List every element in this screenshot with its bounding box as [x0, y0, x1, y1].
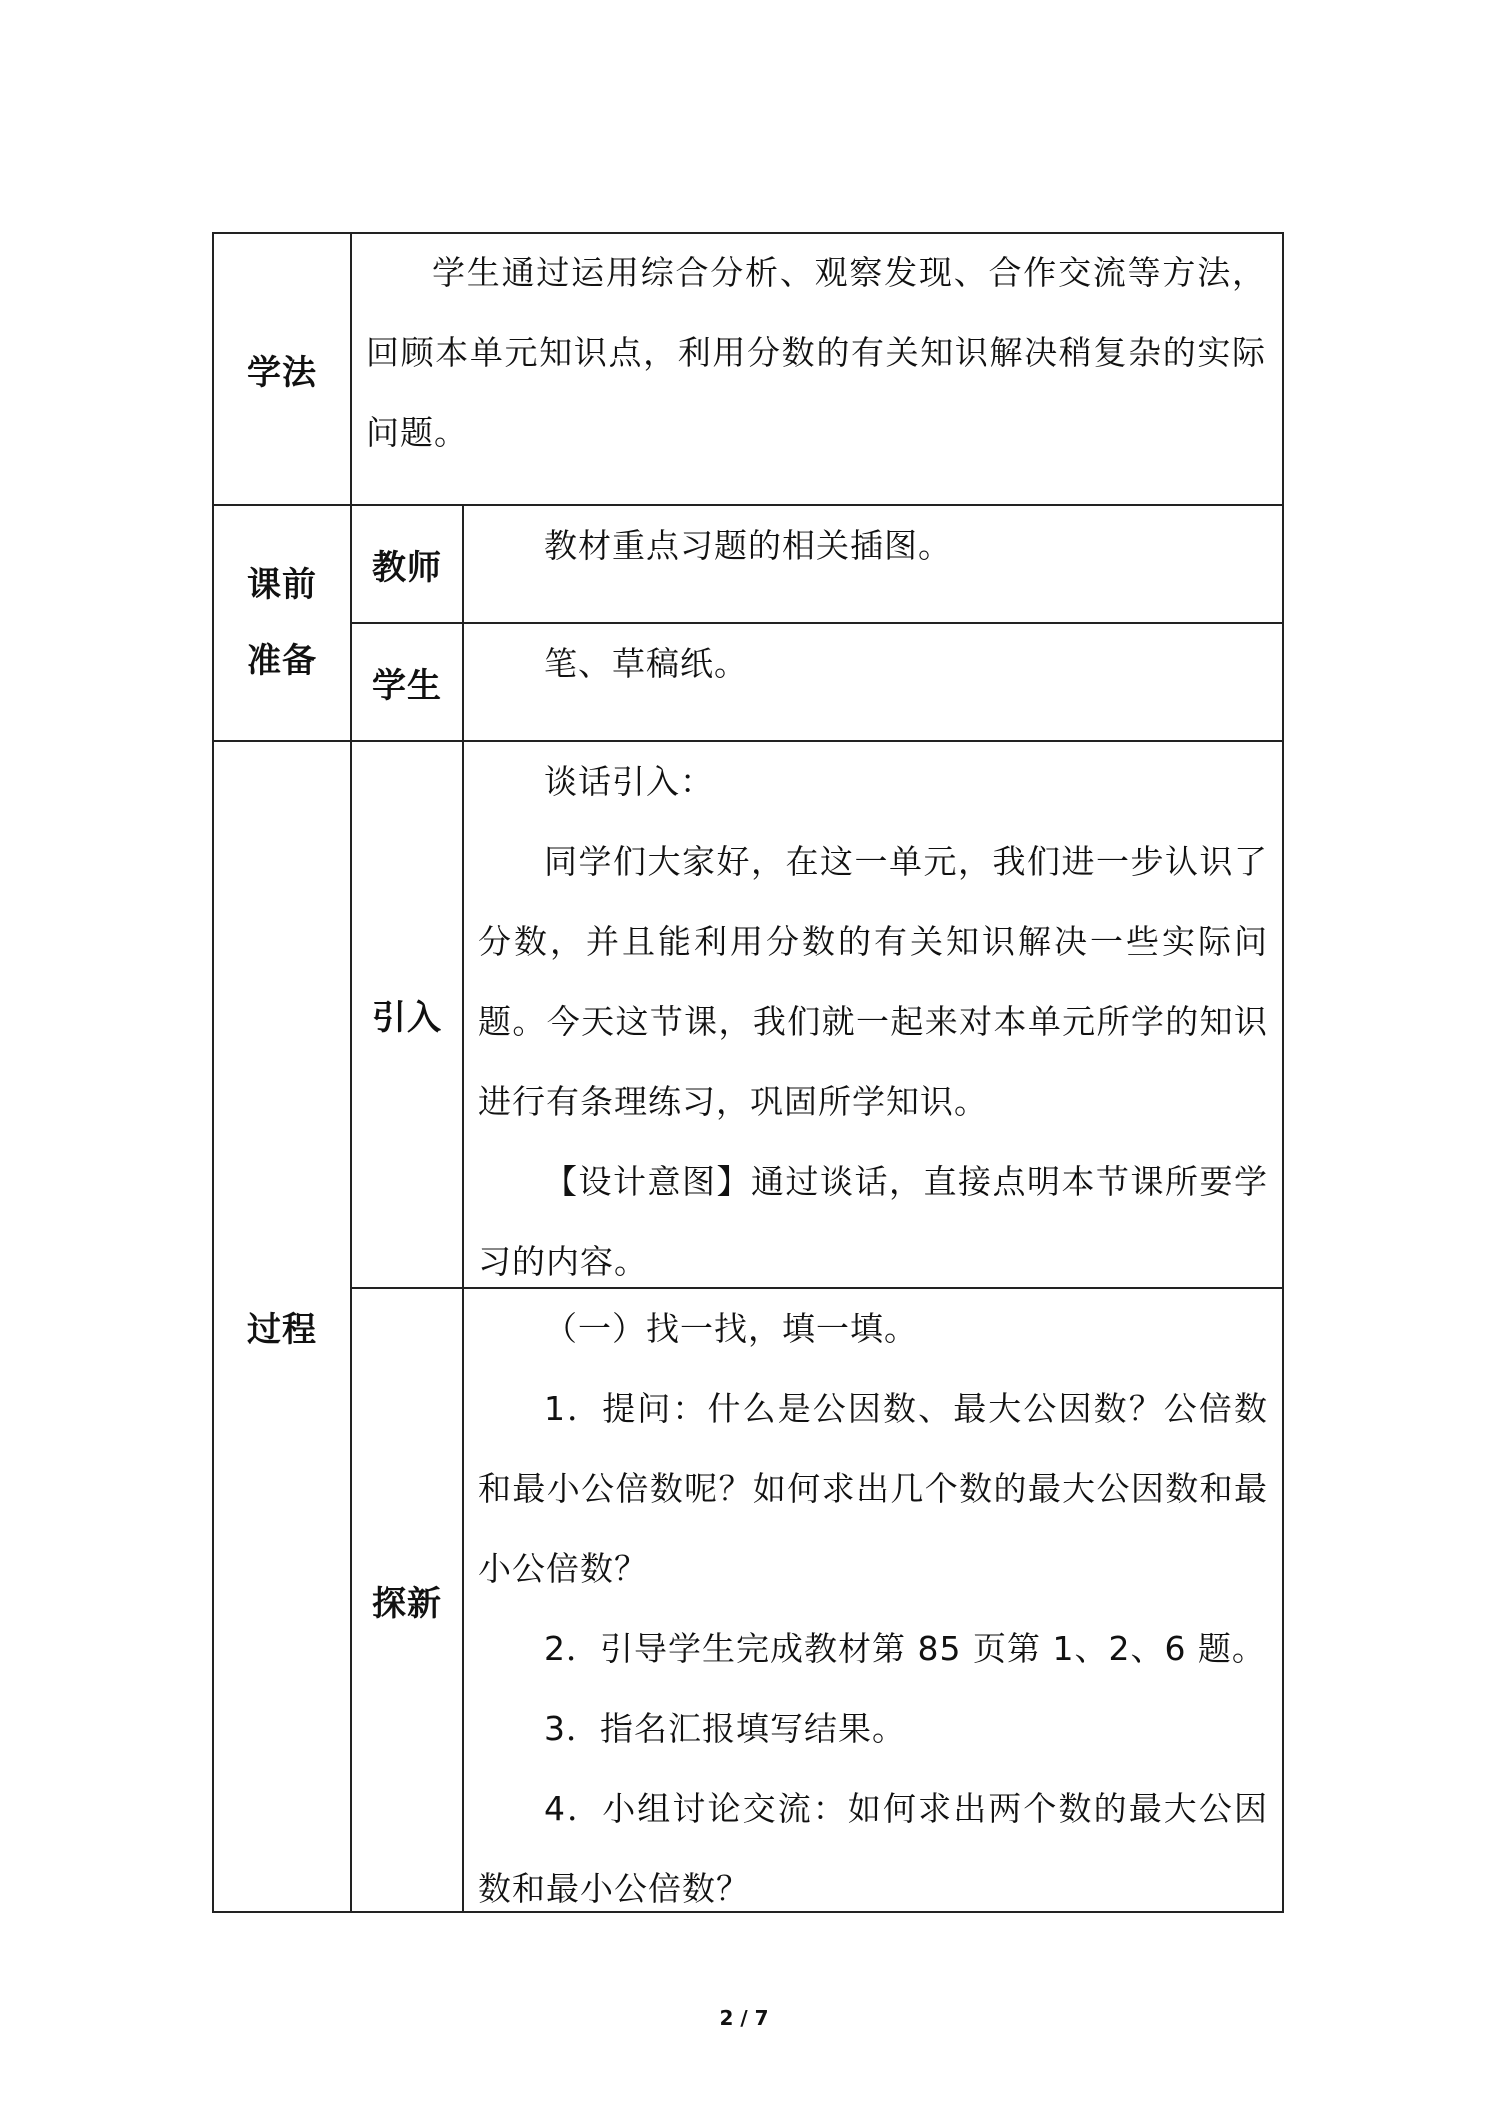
xuefa-text: 学生通过运用综合分析、观察发现、合作交流等方法，回顾本单元知识点，利用分数的有关知识解决稍复杂的实际问题。: [366, 253, 1266, 452]
row-label-kqzb-line2: 准备: [247, 641, 317, 681]
row-label-xuefa: 学法: [247, 352, 317, 393]
row-label-kqzb-line1: 课前: [247, 565, 317, 605]
teacher-text: 教材重点习题的相关插图。: [544, 526, 952, 565]
sub-label-student: 学生: [372, 665, 442, 706]
yinru-paragraph: 谈话引入：: [544, 762, 714, 801]
tanxin-paragraph: 2．引导学生完成教材第 85 页第 1、2、6 题。: [544, 1629, 1266, 1668]
yinru-design-intent: 【设计意图】通过谈话，直接点明本节课所要学习的内容。: [478, 1162, 1268, 1281]
yinru-paragraph: 同学们大家好，在这一单元，我们进一步认识了分数，并且能利用分数的有关知识解决一些实际问题。今天这节课，我们就一起来对本单元所学的知识进行有条理练习，巩固所学知识。: [478, 842, 1268, 1121]
sub-label-yinru: 引入: [372, 998, 442, 1038]
table-border-right: [1282, 232, 1284, 1913]
page-number: 2 / 7: [719, 2006, 769, 2030]
tanxin-paragraph: 3．指名汇报填写结果。: [544, 1709, 906, 1748]
tanxin-paragraph: 1．提问：什么是公因数、最大公因数？公倍数和最小公倍数呢？如何求出几个数的最大公因数和最小公倍数？: [478, 1389, 1268, 1588]
row-label-guocheng: 过程: [247, 1310, 317, 1350]
row-label-kqzb: [214, 506, 350, 740]
sub-label-teacher: 教师: [372, 547, 442, 588]
tanxin-content: [478, 1289, 1268, 1929]
tanxin-paragraph: （一）找一找，填一填。: [544, 1309, 918, 1348]
table-column-divider: [462, 504, 464, 1913]
yinru-content: [478, 742, 1268, 1302]
student-text: 笔、草稿纸。: [544, 644, 748, 683]
tanxin-paragraph: 4．小组讨论交流：如何求出两个数的最大公因数和最小公倍数？: [478, 1789, 1268, 1908]
sub-label-tanxin: 探新: [372, 1583, 442, 1624]
